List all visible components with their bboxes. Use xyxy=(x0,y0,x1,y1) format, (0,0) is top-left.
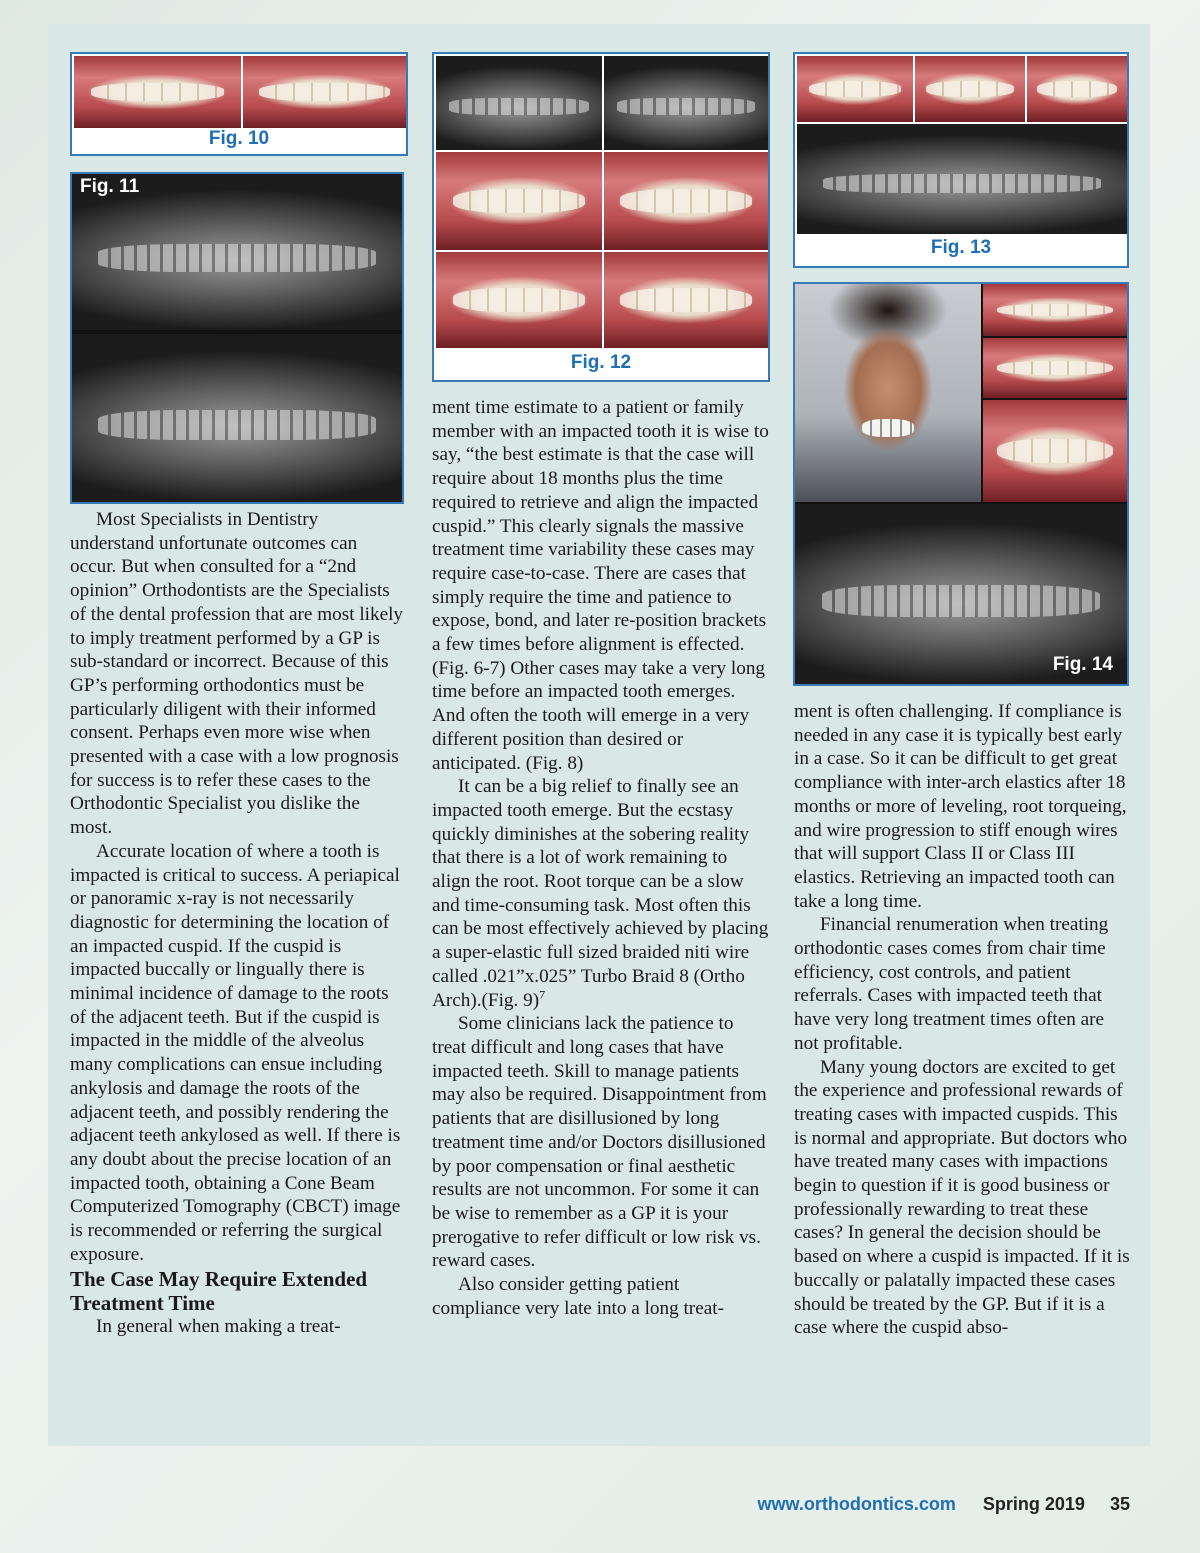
fig10-photo-left xyxy=(74,56,241,128)
fig10-photo-right xyxy=(243,56,406,128)
right-paragraph-2: Financial renumeration when treating orthodontic cases comes from chair time efficiency, cost controls, and patient referrals. Cases with impacted teeth that have very long treatment times often are not profitable. xyxy=(794,914,1109,1054)
fig12-photo-low-right xyxy=(604,252,768,348)
fig12-xray-left xyxy=(436,56,602,150)
figure-11 xyxy=(70,172,404,504)
right-paragraph-1: ment is often challenging. If compliance is needed in any case it is typically best early in a case. So it can be difficult to get great compliance with inter-arch elastics after 18 months or more of leveling, root torqueing, and wire progression to stiff enough wires that will support Class II or Class III elastics. Retrieving an impacted tooth can take a long time. xyxy=(794,701,1127,912)
website-link[interactable]: www.orthodontics.com xyxy=(757,1494,956,1514)
fig13-photo-2 xyxy=(915,56,1025,122)
fig12-photo-low-left xyxy=(436,252,602,348)
figure-12 xyxy=(432,52,770,382)
fig12-label: Fig. 12 xyxy=(570,352,632,373)
fig13-xray xyxy=(797,124,1127,234)
right-column xyxy=(794,700,1130,1340)
fig14-photo-1 xyxy=(983,284,1127,336)
fig14-portrait xyxy=(795,284,981,502)
issue-label: Spring 2019 xyxy=(982,1494,1085,1514)
page-number: 35 xyxy=(1109,1494,1130,1514)
page-footer xyxy=(758,1494,1130,1515)
fig14-photo-2 xyxy=(983,338,1127,398)
fig14-photo-3 xyxy=(983,400,1127,502)
fig14-label: Fig. 14 xyxy=(1052,654,1113,675)
fig12-photo-mid-left xyxy=(436,152,602,250)
fig10-label: Fig. 10 xyxy=(208,128,270,149)
fig12-photo-mid-right xyxy=(604,152,768,250)
left-paragraph-2: Accurate location of where a tooth is impacted is critical to success. A periapical or panoramic x-ray is not necessarily diagnostic for determining the location of an impacted cuspid. If the cuspid is impacted buccally or lingually there is minimal incidence of damage to the roots of the adjacent teeth. But if the cuspid is impacted in the middle of the alveolus many complications can ensue including ankylosis and damage the roots of the adjacent teeth, and possibly rendering the adjacent teeth ankylosed as well. If there is any doubt about the precise location of an impacted tooth, obtaining a Cone Beam Computerized Tomography (CBCT) image is recommended or referring the surgical exposure. xyxy=(70,840,401,1265)
section-heading: The Case May Require Extended Treatment Time xyxy=(70,1266,368,1315)
fig13-photo-1 xyxy=(797,56,913,122)
middle-column xyxy=(432,396,770,1320)
left-paragraph-3: In general when making a treat- xyxy=(96,1315,341,1337)
figure-10 xyxy=(70,52,408,156)
figure-13 xyxy=(793,52,1129,268)
fig11-xray-bottom xyxy=(72,334,402,502)
middle-paragraph-4: Also consider getting patient compliance very late into a long treat- xyxy=(432,1274,724,1319)
middle-paragraph-1: ment time estimate to a patient or family member with an impacted tooth it is wise to say, “the best estimate is that the case will require about 18 months plus the time required to retrieve and align the impacted cuspid.” This clearly signals the massive treatment time variability these cases may require case-to-case. There are cases that simply require the time and patience to expose, bond, and later re-position brackets a few times before alignment is effected. (Fig. 6-7) Other cases may take a very long time before an impacted tooth emerges. And often the tooth will emerge in a very different position than desired or anticipated. (Fig. 8) xyxy=(432,397,769,774)
left-column xyxy=(70,508,406,1338)
middle-paragraph-2 xyxy=(432,775,770,1012)
fig12-xray-right xyxy=(604,56,768,150)
fig11-label: Fig. 11 xyxy=(80,176,140,197)
footnote-ref: 7 xyxy=(539,987,546,1002)
left-paragraph-1: Most Specialists in Dentistry understand unfortunate outcomes can occur. But when consulted for a “2nd opinion” Orthodontists are the Specialists of the dental profession that are most likely to imply treatment performed by a GP is sub-standard or incorrect. Because of this GP’s performing orthodontics must be particularly diligent with their informed consent. Perhaps even more wise when presented with a case with a low prognosis for success is to refer these cases to the Orthodontic Specialist you dislike the most. xyxy=(70,509,404,839)
fig13-label: Fig. 13 xyxy=(930,237,992,258)
fig13-photo-3 xyxy=(1027,56,1127,122)
middle-paragraph-3: Some clinicians lack the patience to treat difficult and long cases that have impacted teeth. Skill to manage patients may also be required. Disappointment from patients that are disillusioned by long treatment time and/or Doctors disillusioned by poor compensation or final aesthetic results are not uncommon. For some it can be wise to remember as a GP it is your prerogative to refer difficult or low risk vs. reward cases. xyxy=(432,1013,767,1272)
right-paragraph-3: Many young doctors are excited to get the experience and professional rewards of treating cases with impacted cuspids. This is normal and appropriate. But doctors who have treated many cases with impactions begin to question if it is good business or professionally rewarding to treat these cases? In general the decision should be based on where a cuspid is impacted. If it is buccally or palatally impacted these cases should be treated by the GP. But if it is a case where the cuspid abso- xyxy=(794,1056,1130,1339)
middle-paragraph-2-text: It can be a big relief to finally see an impacted tooth emerge. But the ecstasy quickly diminishes at the sobering reality that there is a lot of work remaining to align the root. Root torque can be a slow and time-consuming task. Most often this can be most effectively achieved by placing a super-elastic full sized braided niti wire called .021”x.025” Turbo Braid 8 (Ortho Arch).(Fig. 9) xyxy=(432,776,769,1011)
figure-14 xyxy=(793,282,1129,686)
